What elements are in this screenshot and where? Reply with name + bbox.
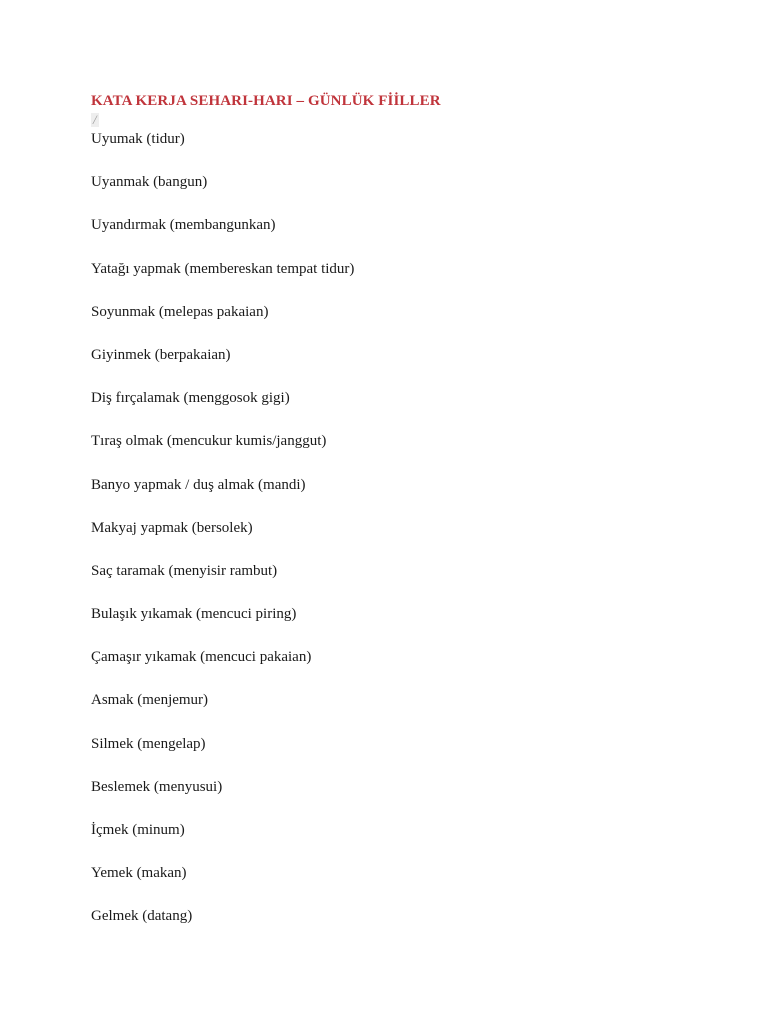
verb-item: Diş fırçalamak (menggosok gigi) <box>91 390 290 407</box>
document-page <box>91 91 711 950</box>
verb-item: Bulaşık yıkamak (mencuci piring) <box>91 606 297 623</box>
verb-item: Gelmek (datang) <box>91 908 193 925</box>
verb-item: Çamaşır yıkamak (mencuci pakaian) <box>91 649 312 666</box>
verb-item: Uyumak (tidur) <box>91 131 185 147</box>
verb-item: Asmak (menjemur) <box>91 692 209 709</box>
verb-item: Yemek (makan) <box>91 865 187 882</box>
verb-item: Makyaj yapmak (bersolek) <box>91 519 253 536</box>
title-mark: / <box>93 112 97 127</box>
verb-list <box>91 129 711 926</box>
verb-item: Uyanmak (bangun) <box>91 174 208 191</box>
title-mark-row <box>91 111 711 129</box>
verb-item: Tıraş olmak (mencukur kumis/janggut) <box>91 433 327 450</box>
verb-item: Silmek (mengelap) <box>91 735 206 752</box>
verb-item: Saç taramak (menyisir rambut) <box>91 562 278 579</box>
verb-item: Banyo yapmak / duş almak (mandi) <box>91 476 306 493</box>
document-title: KATA KERJA SEHARI-HARI – GÜNLÜK FİİLLER <box>91 93 441 109</box>
verb-item: Uyandırmak (membangunkan) <box>91 217 276 234</box>
verb-item: Yatağı yapmak (membereskan tempat tidur) <box>91 260 355 277</box>
verb-item: İçmek (minum) <box>91 822 185 838</box>
verb-item: Beslemek (menyusui) <box>91 778 223 795</box>
verb-item: Giyinmek (berpakaian) <box>91 346 231 363</box>
verb-item: Soyunmak (melepas pakaian) <box>91 303 269 320</box>
